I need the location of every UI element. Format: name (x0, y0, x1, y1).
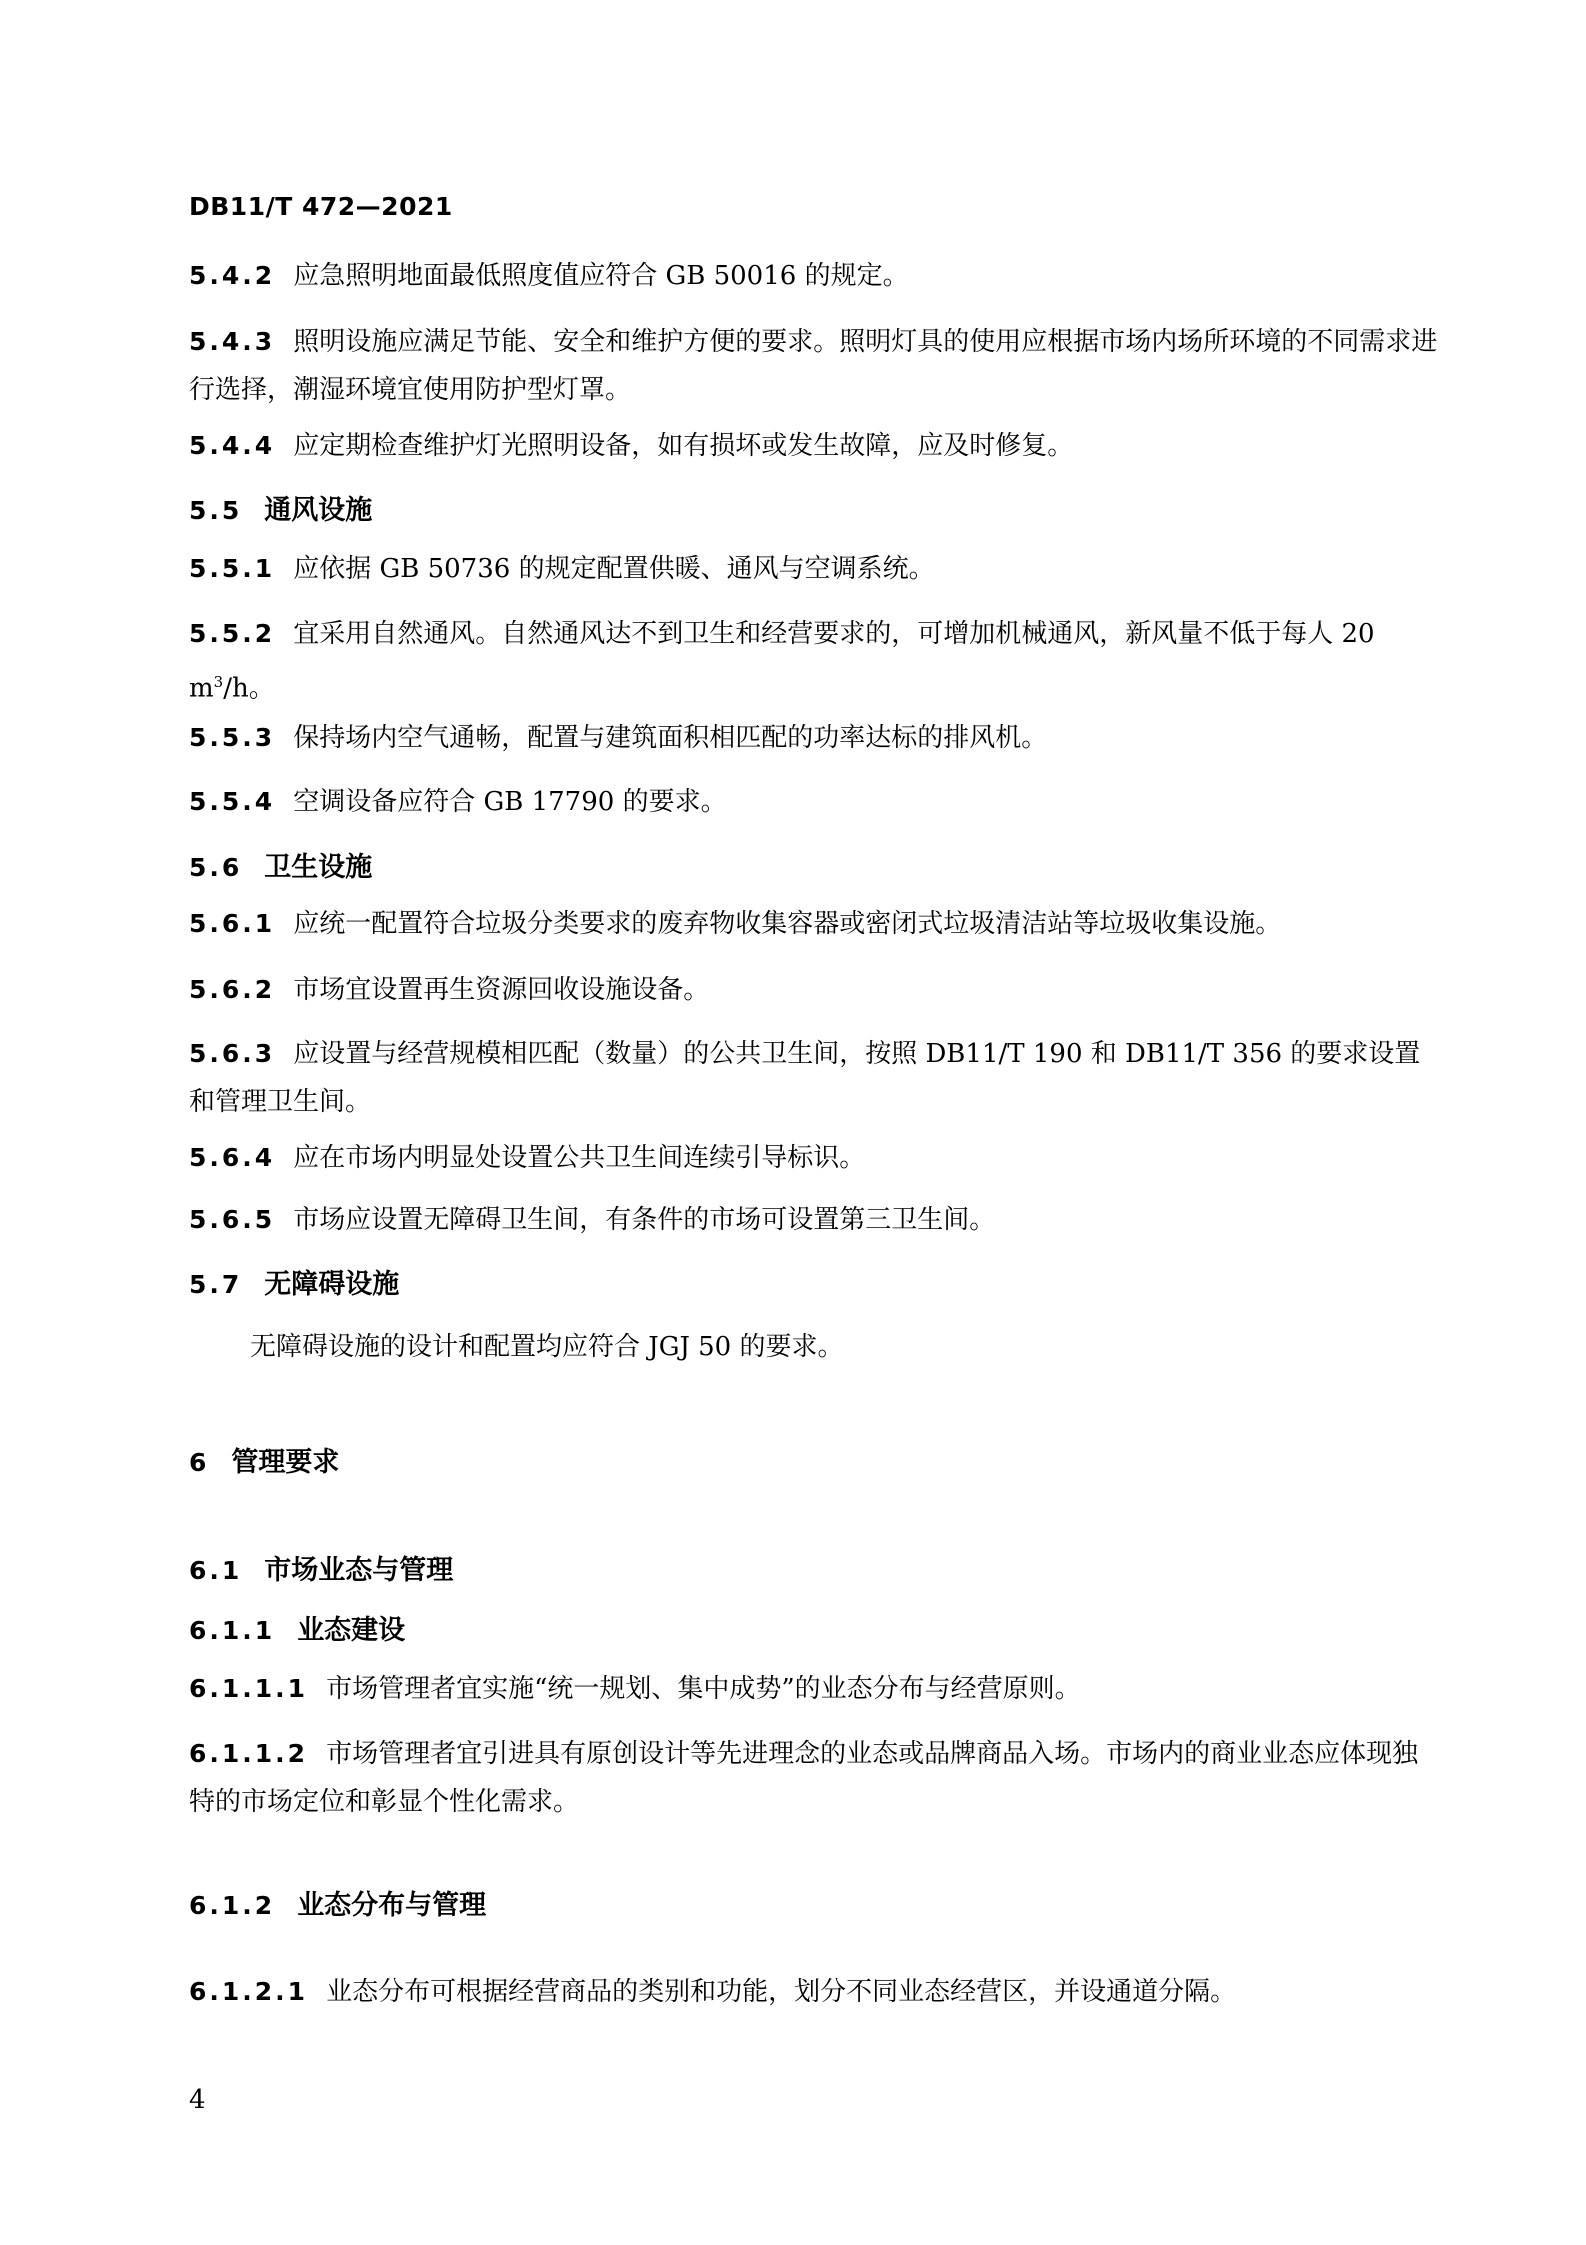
standard-number: DB11/T 472—2021 (189, 192, 453, 221)
clause-text: 市场应设置无障碍卫生间，有条件的市场可设置第三卫生间。 (293, 1205, 996, 1235)
section-number: 5.5 (189, 496, 243, 525)
clause-text-tail: /h。 (223, 673, 275, 704)
clause-text: 市场宜设置再生资源回收设施设备。 (293, 975, 710, 1005)
clause-number: 5.5.4 (189, 787, 276, 816)
section-number: 6.1 (189, 1556, 243, 1585)
section-title: 通风设施 (264, 495, 373, 526)
clause-6-1-1-2 (189, 1730, 1439, 1826)
clause-5-6-5 (189, 1196, 1439, 1244)
clause-number: 5.6.4 (189, 1143, 276, 1172)
clause-5-5-3 (189, 714, 1439, 762)
superscript: 3 (213, 673, 224, 691)
clause-5-4-4 (189, 422, 1439, 470)
clause-text: 应依据 GB 50736 的规定配置供暖、通风与空调系统。 (293, 554, 935, 584)
clause-text: 应急照明地面最低照度值应符合 GB 50016 的规定。 (293, 261, 909, 291)
clause-text: 应统一配置符合垃圾分类要求的废弃物收集容器或密闭式垃圾清洁站等垃圾收集设施。 (293, 909, 1282, 939)
clause-text: 照明设施应满足节能、安全和维护方便的要求。照明灯具的使用应根据市场内场所环境的不同需求进行选择，潮湿环境宜使用防护型灯罩。 (189, 327, 1438, 405)
clause-number: 5.6.1 (189, 909, 276, 938)
section-heading-5-6 (189, 845, 372, 884)
section-title: 业态建设 (297, 1615, 406, 1646)
clause-6-1-1-1 (189, 1665, 1439, 1713)
clause-number: 5.5.1 (189, 554, 276, 583)
section-heading-6-1-1 (189, 1608, 405, 1647)
clause-5-5-2 (189, 610, 1439, 713)
section-number: 5.6 (189, 853, 243, 882)
clause-text: 保持场内空气通畅，配置与建筑面积相匹配的功率达标的排风机。 (293, 723, 1048, 753)
clause-number: 5.6.2 (189, 975, 276, 1004)
clause-5-5-1 (189, 545, 1439, 593)
section-number: 5.7 (189, 1270, 243, 1299)
section-number: 6.1.2 (189, 1891, 276, 1920)
clause-5-6-3 (189, 1030, 1439, 1126)
clause-5-5-4 (189, 778, 1439, 826)
clause-5-6-4 (189, 1134, 1439, 1182)
clause-text: 应设置与经营规模相匹配（数量）的公共卫生间，按照 DB11/T 190 和 DB11/T 356 的要求设置和管理卫生间。 (189, 1039, 1421, 1117)
clause-text: 业态分布可根据经营商品的类别和功能，划分不同业态经营区，并设通道分隔。 (326, 1977, 1237, 2007)
clause-text: 应在市场内明显处设置公共卫生间连续引导标识。 (293, 1143, 866, 1173)
section-heading-5-7 (189, 1262, 399, 1301)
page-number: 4 (189, 2085, 206, 2115)
section-heading-6-1-2 (189, 1883, 486, 1922)
clause-5-4-3 (189, 318, 1439, 414)
clause-5-4-2 (189, 252, 1439, 300)
clause-number: 6.1.1.1 (189, 1674, 309, 1703)
clause-number: 5.4.3 (189, 327, 276, 356)
clause-5-6-1 (189, 900, 1439, 948)
clause-number: 5.5.2 (189, 619, 276, 648)
clause-number: 5.6.5 (189, 1205, 276, 1234)
clause-number: 5.6.3 (189, 1039, 276, 1068)
chapter-heading-6 (189, 1440, 339, 1479)
section-number: 6.1.1 (189, 1616, 276, 1645)
clause-6-1-2-1 (189, 1968, 1439, 2016)
clause-text: 无障碍设施的设计和配置均应符合 JGJ 50 的要求。 (250, 1332, 844, 1362)
clause-text: 市场管理者宜引进具有原创设计等先进理念的业态或品牌商品入场。市场内的商业业态应体现独特的市场定位和彰显个性化需求。 (189, 1739, 1419, 1817)
clause-text: 宜采用自然通风。自然通风达不到卫生和经营要求的，可增加机械通风，新风量不低于每人 20 m (189, 619, 1375, 704)
chapter-title: 管理要求 (231, 1447, 340, 1478)
section-title: 市场业态与管理 (264, 1555, 454, 1586)
clause-number: 5.4.2 (189, 261, 276, 290)
clause-number: 5.4.4 (189, 431, 276, 460)
chapter-number: 6 (189, 1448, 210, 1477)
clause-5-6-2 (189, 966, 1439, 1014)
clause-number: 6.1.2.1 (189, 1977, 309, 2006)
clause-text: 市场管理者宜实施“统一规划、集中成势”的业态分布与经营原则。 (326, 1674, 1081, 1704)
section-title: 无障碍设施 (264, 1269, 400, 1300)
section-heading-5-5 (189, 488, 372, 527)
section-body-5-7 (250, 1323, 1440, 1371)
section-heading-6-1 (189, 1548, 453, 1587)
clause-text: 应定期检查维护灯光照明设备，如有损坏或发生故障，应及时修复。 (293, 431, 1074, 461)
section-title: 业态分布与管理 (297, 1890, 487, 1921)
section-title: 卫生设施 (264, 852, 373, 883)
clause-text: 空调设备应符合 GB 17790 的要求。 (293, 787, 727, 817)
clause-number: 6.1.1.2 (189, 1739, 309, 1768)
clause-number: 5.5.3 (189, 723, 276, 752)
